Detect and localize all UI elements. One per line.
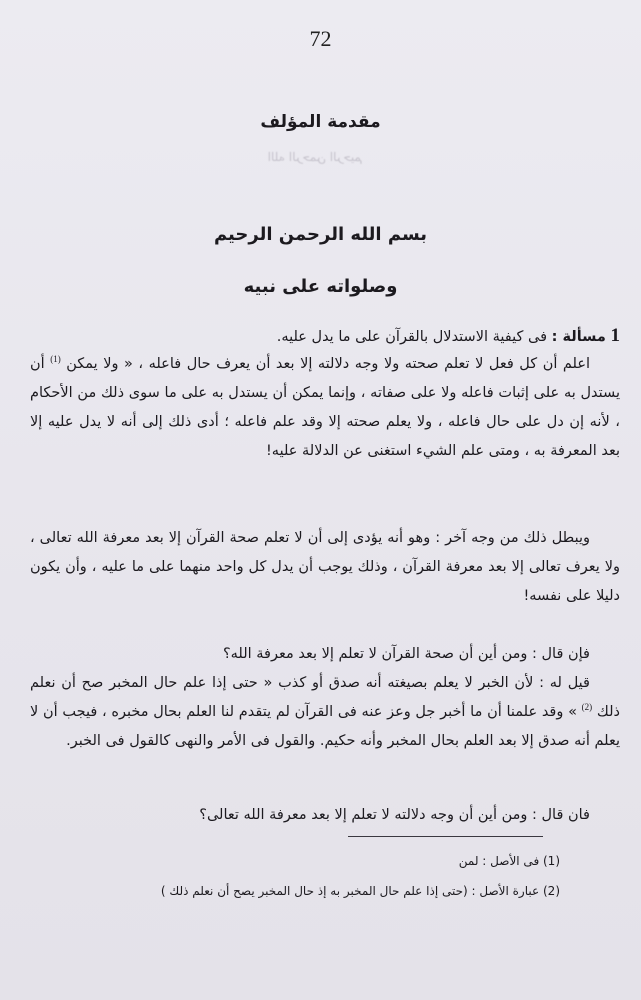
- paragraph-5: [30, 801, 620, 830]
- blessing-heading: وصلواته على نبيه: [243, 276, 398, 297]
- paragraph-4-text-b: » وقد علمنا أن ما أخبر جل وعز عنه فى القرآن لم يتقدم لنا العلم بحال مخبره ، فيجب أن لا يعلم أنه صدق إلا بعد العلم بحال المخبر وأنه حكيم. والقول فى الأمر والنهى كالقول فى الخبر.: [30, 704, 620, 749]
- author-intro-heading: مقدمة المؤلف: [260, 112, 381, 132]
- paragraph-3: [30, 640, 620, 669]
- section-label: مسألة :: [551, 329, 606, 345]
- bleed-through-text: الله الرحمن الرحيم: [267, 150, 363, 164]
- footnote-ref-1: (1): [50, 354, 61, 365]
- footnote-2: (2) عبارة الأصل : (حتى إذا علم حال المخبر به إذ حال المخبر يصح أن نعلم ذلك ): [160, 884, 560, 898]
- paragraph-1-text-b: أن يستدل به على إثبات فاعله ولا على صفاته ، وإنما يمكن أن يستدل به على ما سوى ذلك من الأحكام ، لأنه إن دل على حال فاعله ، ولا يعلم صحته إلا وقد علم فاعله ؛ أدى ذلك إلى أنه لا يدل عليه إلا بعد المعرفة به ، ومتى علم الشيء استغنى عن الدلالة عليه!: [30, 356, 620, 459]
- paragraph-4: [30, 669, 620, 756]
- page-number: 72: [309, 26, 332, 51]
- footnote-ref-2: (2): [581, 702, 593, 713]
- paragraph-1: [30, 350, 620, 466]
- footnote-divider: [348, 836, 543, 837]
- paragraph-4-text-a: قيل له : لأن الخبر لا يعلم بصيغته أنه صدق أو كذب « حتى إذا علم حال المخبر صح أن نعلم ذلك: [30, 675, 620, 720]
- section-number: 1: [610, 325, 620, 346]
- paragraph-1-text-a: اعلم أن كل فعل لا تعلم صحته ولا وجه دلالته إلا بعد أن يعرف حال فاعله ، « ولا يمكن: [66, 356, 591, 372]
- paragraph-2-text: ويبطل ذلك من وجه آخر : وهو أنه يؤدى إلى أن لا تعلم صحة القرآن إلا بعد معرفة الله تعالى ، ولا يعرف تعالى إلا بعد معرفة القرآن ، وذلك يوجب أن يدل كل واحد منهما على ما عليه ، وأن يكون دليلا على نفسه!: [30, 530, 620, 604]
- paragraph-5-text: فان قال : ومن أين أن وجه دلالته لا تعلم إلا بعد معرفة الله تعالى؟: [199, 807, 590, 823]
- footnote-1: (1) فى الأصل : لمن: [458, 854, 560, 868]
- paragraph-2: [30, 524, 620, 611]
- section-heading: [30, 321, 620, 352]
- paragraph-3-text: فإن قال : ومن أين أن صحة القرآن لا تعلم إلا بعد معرفة الله؟: [222, 646, 590, 662]
- basmala-heading: بسم الله الرحمن الرحيم: [213, 224, 428, 245]
- section-title: فى كيفية الاستدلال بالقرآن على ما يدل عليه.: [276, 329, 548, 345]
